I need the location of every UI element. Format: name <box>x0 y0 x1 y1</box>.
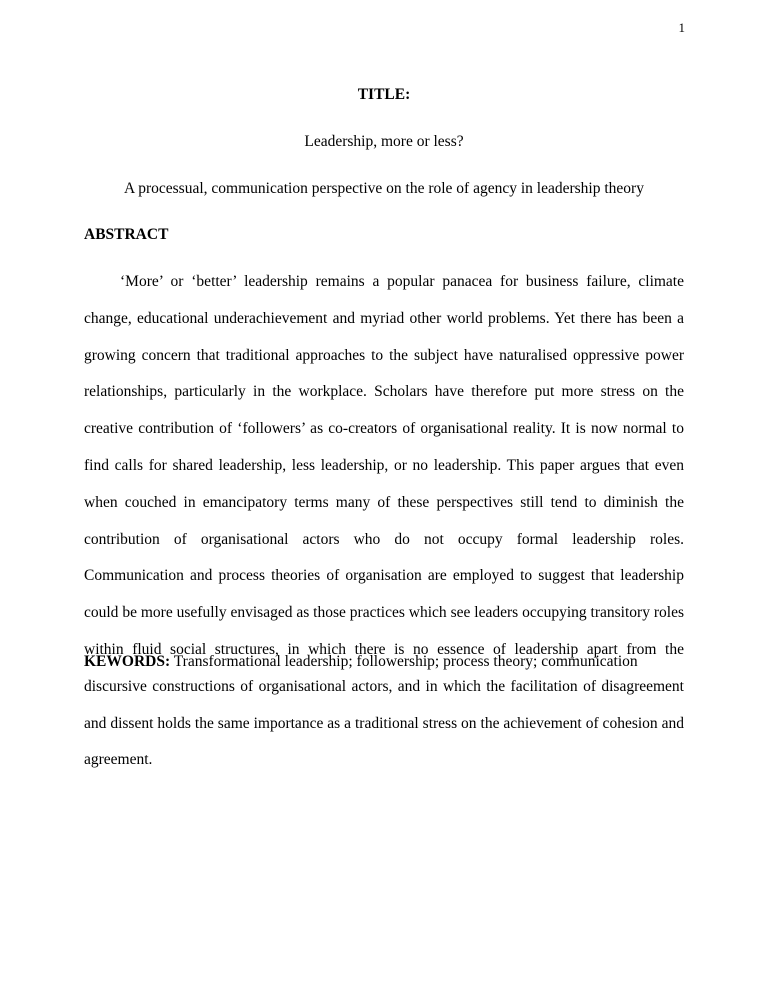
keywords-line <box>84 653 704 671</box>
keywords-text: Transformational leadership; followership; process theory; communication <box>173 653 638 670</box>
abstract-body: ‘More’ or ‘better’ leadership remains a popular panacea for business failure, climate change, educational underachievement and myriad other world problems. Yet there has been a growing concern that traditional approaches to the subject have naturalised oppressive power relationships, particularly in the workplace. Scholars have therefore put more stress on the creative contribution of ‘followers’ as co-creators of organisational reality. It is now normal to find calls for shared leadership, less leadership, or no leadership. This paper argues that even when couched in emancipatory terms many of these perspectives still tend to diminish the contribution of organisational actors who do not occupy formal leadership roles. Communication and process theories of organisation are employed to suggest that leadership could be more usefully envisaged as those practices which see leaders occupying transitory roles within fluid social structures, in which there is no essence of leadership apart from the discursive constructions of organisational actors, and in which the facilitation of disagreement and dissent holds the same importance as a traditional stress on the achievement of cohesion and agreement. <box>84 273 684 769</box>
abstract-heading: ABSTRACT <box>84 226 169 243</box>
paper-subtitle: A processual, communication perspective on the role of agency in leadership theory <box>124 180 644 197</box>
page-number: 1 <box>678 20 685 35</box>
paper-title: Leadership, more or less? <box>304 133 464 150</box>
keywords-label: KEWORDS: <box>84 653 171 670</box>
title-label: TITLE: <box>357 86 411 103</box>
